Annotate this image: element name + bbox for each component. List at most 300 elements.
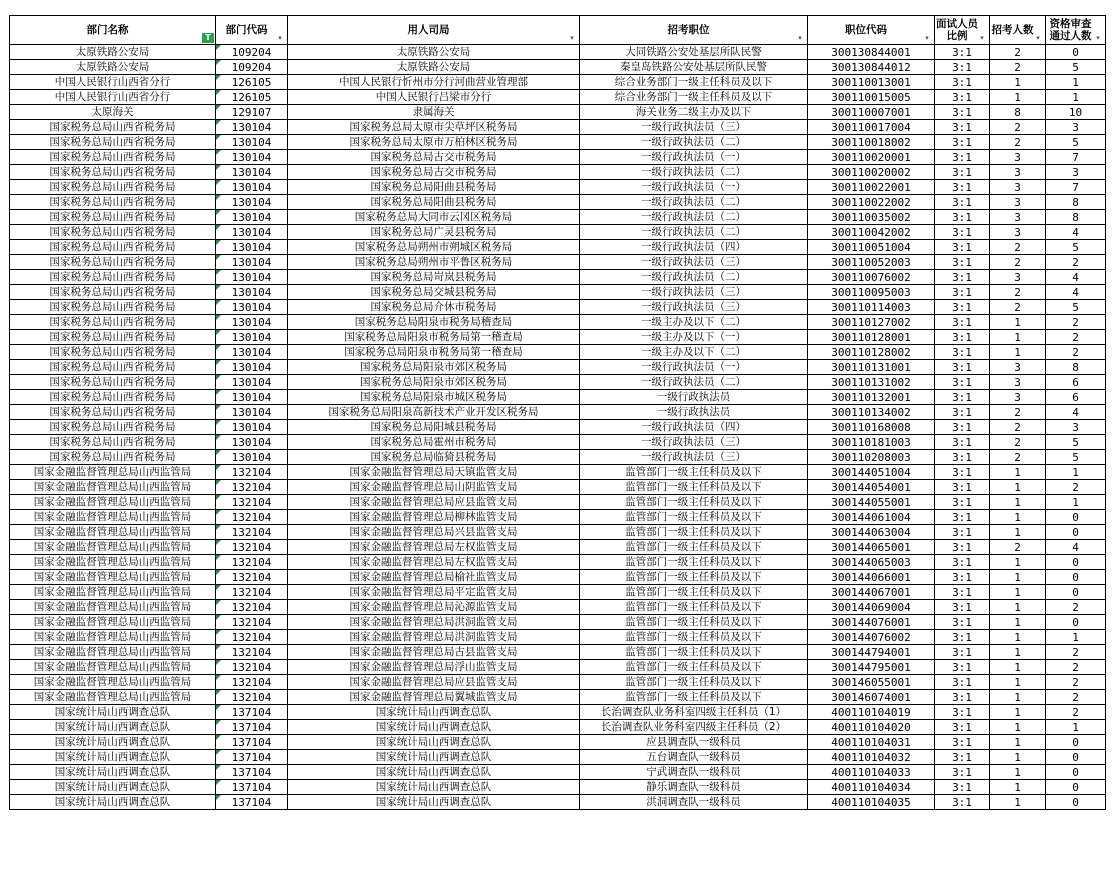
- cell-quota[interactable]: [990, 585, 1046, 600]
- cell-dept-code[interactable]: [216, 180, 288, 195]
- cell-dept-code[interactable]: [216, 360, 288, 375]
- cell-position-code[interactable]: [808, 465, 935, 480]
- cell-position-code[interactable]: [808, 795, 935, 810]
- cell-employer[interactable]: [288, 240, 580, 255]
- cell-ratio[interactable]: [935, 495, 990, 510]
- cell-quota[interactable]: [990, 420, 1046, 435]
- cell-quota[interactable]: [990, 720, 1046, 735]
- cell-passed[interactable]: [1046, 645, 1106, 660]
- cell-position[interactable]: [580, 375, 808, 390]
- cell-dept-code[interactable]: [216, 330, 288, 345]
- cell-employer[interactable]: [288, 465, 580, 480]
- cell-position[interactable]: [580, 510, 808, 525]
- cell-dept-name[interactable]: [10, 315, 216, 330]
- cell-position[interactable]: [580, 465, 808, 480]
- cell-quota[interactable]: [990, 675, 1046, 690]
- cell-position-code[interactable]: [808, 60, 935, 75]
- cell-employer[interactable]: [288, 270, 580, 285]
- cell-dept-code[interactable]: [216, 255, 288, 270]
- cell-position[interactable]: [580, 765, 808, 780]
- cell-position[interactable]: [580, 720, 808, 735]
- cell-employer[interactable]: [288, 105, 580, 120]
- cell-quota[interactable]: [990, 300, 1046, 315]
- cell-position-code[interactable]: [808, 420, 935, 435]
- cell-passed[interactable]: [1046, 570, 1106, 585]
- cell-ratio[interactable]: [935, 270, 990, 285]
- cell-passed[interactable]: [1046, 390, 1106, 405]
- cell-dept-code[interactable]: [216, 555, 288, 570]
- cell-dept-name[interactable]: [10, 675, 216, 690]
- cell-quota[interactable]: [990, 765, 1046, 780]
- cell-ratio[interactable]: [935, 135, 990, 150]
- cell-ratio[interactable]: [935, 690, 990, 705]
- cell-ratio[interactable]: [935, 60, 990, 75]
- cell-dept-name[interactable]: [10, 375, 216, 390]
- cell-dept-code[interactable]: [216, 225, 288, 240]
- cell-employer[interactable]: [288, 720, 580, 735]
- cell-position-code[interactable]: [808, 615, 935, 630]
- cell-ratio[interactable]: [935, 45, 990, 60]
- cell-quota[interactable]: [990, 795, 1046, 810]
- cell-dept-code[interactable]: [216, 450, 288, 465]
- cell-dept-name[interactable]: [10, 105, 216, 120]
- cell-employer[interactable]: [288, 375, 580, 390]
- cell-position-code[interactable]: [808, 75, 935, 90]
- cell-quota[interactable]: [990, 285, 1046, 300]
- cell-passed[interactable]: [1046, 315, 1106, 330]
- cell-position[interactable]: [580, 555, 808, 570]
- cell-passed[interactable]: [1046, 660, 1106, 675]
- cell-dept-name[interactable]: [10, 615, 216, 630]
- cell-position[interactable]: [580, 90, 808, 105]
- cell-quota[interactable]: [990, 270, 1046, 285]
- cell-passed[interactable]: [1046, 255, 1106, 270]
- cell-passed[interactable]: [1046, 765, 1106, 780]
- cell-ratio[interactable]: [935, 525, 990, 540]
- cell-position-code[interactable]: [808, 165, 935, 180]
- cell-dept-name[interactable]: [10, 90, 216, 105]
- cell-passed[interactable]: [1046, 375, 1106, 390]
- cell-ratio[interactable]: [935, 300, 990, 315]
- cell-position[interactable]: [580, 240, 808, 255]
- cell-quota[interactable]: [990, 255, 1046, 270]
- cell-ratio[interactable]: [935, 195, 990, 210]
- cell-dept-name[interactable]: [10, 75, 216, 90]
- cell-dept-code[interactable]: [216, 90, 288, 105]
- cell-dept-name[interactable]: [10, 780, 216, 795]
- cell-position-code[interactable]: [808, 735, 935, 750]
- cell-dept-name[interactable]: [10, 180, 216, 195]
- cell-position[interactable]: [580, 660, 808, 675]
- cell-passed[interactable]: [1046, 780, 1106, 795]
- cell-position[interactable]: [580, 345, 808, 360]
- cell-employer[interactable]: [288, 705, 580, 720]
- cell-passed[interactable]: [1046, 465, 1106, 480]
- cell-position-code[interactable]: [808, 330, 935, 345]
- cell-position-code[interactable]: [808, 450, 935, 465]
- cell-dept-name[interactable]: [10, 405, 216, 420]
- cell-position-code[interactable]: [808, 345, 935, 360]
- cell-ratio[interactable]: [935, 675, 990, 690]
- cell-quota[interactable]: [990, 735, 1046, 750]
- cell-position-code[interactable]: [808, 135, 935, 150]
- cell-position-code[interactable]: [808, 210, 935, 225]
- cell-ratio[interactable]: [935, 120, 990, 135]
- cell-position[interactable]: [580, 795, 808, 810]
- cell-employer[interactable]: [288, 735, 580, 750]
- cell-quota[interactable]: [990, 570, 1046, 585]
- cell-position[interactable]: [580, 255, 808, 270]
- cell-ratio[interactable]: [935, 465, 990, 480]
- cell-position[interactable]: [580, 735, 808, 750]
- cell-ratio[interactable]: [935, 75, 990, 90]
- cell-dept-name[interactable]: [10, 465, 216, 480]
- cell-employer[interactable]: [288, 75, 580, 90]
- cell-passed[interactable]: [1046, 120, 1106, 135]
- cell-position-code[interactable]: [808, 375, 935, 390]
- cell-quota[interactable]: [990, 135, 1046, 150]
- cell-employer[interactable]: [288, 150, 580, 165]
- cell-dept-code[interactable]: [216, 240, 288, 255]
- cell-passed[interactable]: [1046, 105, 1106, 120]
- cell-passed[interactable]: [1046, 360, 1106, 375]
- cell-position[interactable]: [580, 615, 808, 630]
- cell-employer[interactable]: [288, 330, 580, 345]
- cell-passed[interactable]: [1046, 495, 1106, 510]
- cell-position[interactable]: [580, 645, 808, 660]
- cell-passed[interactable]: [1046, 585, 1106, 600]
- cell-dept-code[interactable]: [216, 60, 288, 75]
- cell-position-code[interactable]: [808, 645, 935, 660]
- cell-passed[interactable]: [1046, 60, 1106, 75]
- cell-dept-name[interactable]: [10, 285, 216, 300]
- cell-employer[interactable]: [288, 60, 580, 75]
- cell-dept-name[interactable]: [10, 420, 216, 435]
- cell-ratio[interactable]: [935, 510, 990, 525]
- cell-ratio[interactable]: [935, 240, 990, 255]
- cell-dept-code[interactable]: [216, 720, 288, 735]
- cell-dept-name[interactable]: [10, 720, 216, 735]
- cell-employer[interactable]: [288, 570, 580, 585]
- cell-ratio[interactable]: [935, 450, 990, 465]
- cell-position[interactable]: [580, 120, 808, 135]
- cell-position[interactable]: [580, 405, 808, 420]
- cell-ratio[interactable]: [935, 360, 990, 375]
- cell-dept-code[interactable]: [216, 465, 288, 480]
- cell-position[interactable]: [580, 690, 808, 705]
- cell-dept-code[interactable]: [216, 435, 288, 450]
- cell-quota[interactable]: [990, 510, 1046, 525]
- cell-position-code[interactable]: [808, 750, 935, 765]
- cell-dept-code[interactable]: [216, 300, 288, 315]
- cell-position[interactable]: [580, 495, 808, 510]
- cell-passed[interactable]: [1046, 525, 1106, 540]
- cell-position[interactable]: [580, 315, 808, 330]
- cell-quota[interactable]: [990, 315, 1046, 330]
- cell-dept-name[interactable]: [10, 585, 216, 600]
- cell-passed[interactable]: [1046, 540, 1106, 555]
- cell-dept-code[interactable]: [216, 390, 288, 405]
- cell-employer[interactable]: [288, 285, 580, 300]
- cell-position[interactable]: [580, 195, 808, 210]
- cell-dept-code[interactable]: [216, 405, 288, 420]
- cell-dept-code[interactable]: [216, 645, 288, 660]
- cell-ratio[interactable]: [935, 540, 990, 555]
- cell-passed[interactable]: [1046, 750, 1106, 765]
- cell-quota[interactable]: [990, 210, 1046, 225]
- cell-quota[interactable]: [990, 240, 1046, 255]
- cell-passed[interactable]: [1046, 75, 1106, 90]
- cell-employer[interactable]: [288, 345, 580, 360]
- cell-ratio[interactable]: [935, 150, 990, 165]
- cell-dept-code[interactable]: [216, 315, 288, 330]
- cell-ratio[interactable]: [935, 315, 990, 330]
- cell-dept-code[interactable]: [216, 270, 288, 285]
- cell-position[interactable]: [580, 540, 808, 555]
- cell-employer[interactable]: [288, 210, 580, 225]
- cell-passed[interactable]: [1046, 795, 1106, 810]
- cell-quota[interactable]: [990, 225, 1046, 240]
- cell-position-code[interactable]: [808, 495, 935, 510]
- cell-passed[interactable]: [1046, 630, 1106, 645]
- cell-dept-code[interactable]: [216, 615, 288, 630]
- cell-position[interactable]: [580, 585, 808, 600]
- cell-employer[interactable]: [288, 195, 580, 210]
- cell-passed[interactable]: [1046, 405, 1106, 420]
- filter-dropdown-icon[interactable]: ▾: [570, 34, 574, 42]
- cell-ratio[interactable]: [935, 180, 990, 195]
- cell-position-code[interactable]: [808, 480, 935, 495]
- cell-position[interactable]: [580, 165, 808, 180]
- cell-ratio[interactable]: [935, 405, 990, 420]
- cell-quota[interactable]: [990, 405, 1046, 420]
- cell-quota[interactable]: [990, 195, 1046, 210]
- cell-employer[interactable]: [288, 45, 580, 60]
- cell-position[interactable]: [580, 630, 808, 645]
- cell-dept-name[interactable]: [10, 165, 216, 180]
- cell-dept-name[interactable]: [10, 555, 216, 570]
- filter-dropdown-icon[interactable]: ▾: [1096, 34, 1100, 42]
- cell-ratio[interactable]: [935, 765, 990, 780]
- cell-position-code[interactable]: [808, 255, 935, 270]
- cell-passed[interactable]: [1046, 600, 1106, 615]
- cell-position[interactable]: [580, 150, 808, 165]
- cell-position[interactable]: [580, 450, 808, 465]
- cell-position-code[interactable]: [808, 300, 935, 315]
- cell-dept-code[interactable]: [216, 540, 288, 555]
- cell-ratio[interactable]: [935, 795, 990, 810]
- cell-employer[interactable]: [288, 255, 580, 270]
- cell-passed[interactable]: [1046, 270, 1106, 285]
- cell-ratio[interactable]: [935, 225, 990, 240]
- cell-position[interactable]: [580, 300, 808, 315]
- cell-employer[interactable]: [288, 780, 580, 795]
- cell-employer[interactable]: [288, 765, 580, 780]
- cell-position[interactable]: [580, 105, 808, 120]
- filter-dropdown-icon[interactable]: ▾: [980, 34, 984, 42]
- cell-quota[interactable]: [990, 390, 1046, 405]
- cell-ratio[interactable]: [935, 570, 990, 585]
- cell-position[interactable]: [580, 600, 808, 615]
- cell-ratio[interactable]: [935, 780, 990, 795]
- cell-ratio[interactable]: [935, 735, 990, 750]
- cell-passed[interactable]: [1046, 240, 1106, 255]
- cell-ratio[interactable]: [935, 705, 990, 720]
- cell-passed[interactable]: [1046, 720, 1106, 735]
- cell-dept-name[interactable]: [10, 510, 216, 525]
- cell-dept-name[interactable]: [10, 750, 216, 765]
- cell-quota[interactable]: [990, 600, 1046, 615]
- cell-position-code[interactable]: [808, 315, 935, 330]
- cell-dept-code[interactable]: [216, 105, 288, 120]
- cell-employer[interactable]: [288, 555, 580, 570]
- cell-quota[interactable]: [990, 105, 1046, 120]
- cell-dept-code[interactable]: [216, 705, 288, 720]
- cell-quota[interactable]: [990, 90, 1046, 105]
- cell-dept-name[interactable]: [10, 525, 216, 540]
- cell-dept-name[interactable]: [10, 150, 216, 165]
- cell-ratio[interactable]: [935, 480, 990, 495]
- cell-dept-code[interactable]: [216, 570, 288, 585]
- cell-position[interactable]: [580, 285, 808, 300]
- cell-position-code[interactable]: [808, 780, 935, 795]
- cell-quota[interactable]: [990, 495, 1046, 510]
- cell-employer[interactable]: [288, 795, 580, 810]
- cell-passed[interactable]: [1046, 510, 1106, 525]
- cell-dept-name[interactable]: [10, 435, 216, 450]
- cell-dept-code[interactable]: [216, 780, 288, 795]
- cell-employer[interactable]: [288, 630, 580, 645]
- cell-dept-name[interactable]: [10, 480, 216, 495]
- cell-dept-name[interactable]: [10, 330, 216, 345]
- cell-employer[interactable]: [288, 360, 580, 375]
- cell-passed[interactable]: [1046, 675, 1106, 690]
- cell-employer[interactable]: [288, 90, 580, 105]
- cell-position-code[interactable]: [808, 90, 935, 105]
- cell-dept-code[interactable]: [216, 600, 288, 615]
- cell-passed[interactable]: [1046, 210, 1106, 225]
- cell-dept-name[interactable]: [10, 690, 216, 705]
- cell-ratio[interactable]: [935, 435, 990, 450]
- cell-dept-name[interactable]: [10, 360, 216, 375]
- cell-position-code[interactable]: [808, 405, 935, 420]
- cell-quota[interactable]: [990, 345, 1046, 360]
- cell-dept-code[interactable]: [216, 210, 288, 225]
- cell-dept-code[interactable]: [216, 45, 288, 60]
- cell-position[interactable]: [580, 705, 808, 720]
- cell-position[interactable]: [580, 180, 808, 195]
- cell-position-code[interactable]: [808, 585, 935, 600]
- filter-dropdown-icon[interactable]: ▾: [798, 34, 802, 42]
- cell-dept-code[interactable]: [216, 135, 288, 150]
- cell-passed[interactable]: [1046, 480, 1106, 495]
- cell-dept-name[interactable]: [10, 450, 216, 465]
- cell-ratio[interactable]: [935, 720, 990, 735]
- cell-dept-name[interactable]: [10, 135, 216, 150]
- cell-dept-name[interactable]: [10, 210, 216, 225]
- cell-position[interactable]: [580, 570, 808, 585]
- cell-dept-name[interactable]: [10, 225, 216, 240]
- cell-dept-name[interactable]: [10, 300, 216, 315]
- cell-quota[interactable]: [990, 555, 1046, 570]
- cell-passed[interactable]: [1046, 285, 1106, 300]
- cell-dept-name[interactable]: [10, 645, 216, 660]
- cell-position[interactable]: [580, 390, 808, 405]
- cell-position[interactable]: [580, 330, 808, 345]
- cell-ratio[interactable]: [935, 105, 990, 120]
- cell-quota[interactable]: [990, 630, 1046, 645]
- cell-quota[interactable]: [990, 180, 1046, 195]
- cell-dept-code[interactable]: [216, 795, 288, 810]
- cell-position[interactable]: [580, 45, 808, 60]
- cell-quota[interactable]: [990, 120, 1046, 135]
- cell-employer[interactable]: [288, 135, 580, 150]
- cell-passed[interactable]: [1046, 735, 1106, 750]
- cell-passed[interactable]: [1046, 705, 1106, 720]
- cell-dept-name[interactable]: [10, 390, 216, 405]
- cell-ratio[interactable]: [935, 210, 990, 225]
- cell-dept-code[interactable]: [216, 165, 288, 180]
- cell-position-code[interactable]: [808, 705, 935, 720]
- cell-employer[interactable]: [288, 420, 580, 435]
- cell-employer[interactable]: [288, 525, 580, 540]
- cell-employer[interactable]: [288, 165, 580, 180]
- cell-passed[interactable]: [1046, 690, 1106, 705]
- cell-quota[interactable]: [990, 645, 1046, 660]
- cell-quota[interactable]: [990, 45, 1046, 60]
- cell-position-code[interactable]: [808, 225, 935, 240]
- cell-quota[interactable]: [990, 750, 1046, 765]
- cell-ratio[interactable]: [935, 615, 990, 630]
- cell-employer[interactable]: [288, 615, 580, 630]
- cell-quota[interactable]: [990, 60, 1046, 75]
- cell-ratio[interactable]: [935, 285, 990, 300]
- cell-employer[interactable]: [288, 645, 580, 660]
- cell-passed[interactable]: [1046, 555, 1106, 570]
- cell-employer[interactable]: [288, 750, 580, 765]
- cell-employer[interactable]: [288, 540, 580, 555]
- cell-ratio[interactable]: [935, 420, 990, 435]
- cell-ratio[interactable]: [935, 375, 990, 390]
- cell-dept-name[interactable]: [10, 345, 216, 360]
- cell-passed[interactable]: [1046, 150, 1106, 165]
- cell-employer[interactable]: [288, 660, 580, 675]
- cell-position-code[interactable]: [808, 150, 935, 165]
- cell-dept-name[interactable]: [10, 120, 216, 135]
- cell-employer[interactable]: [288, 600, 580, 615]
- cell-employer[interactable]: [288, 675, 580, 690]
- cell-employer[interactable]: [288, 480, 580, 495]
- cell-dept-name[interactable]: [10, 240, 216, 255]
- cell-employer[interactable]: [288, 495, 580, 510]
- cell-dept-code[interactable]: [216, 765, 288, 780]
- cell-dept-name[interactable]: [10, 570, 216, 585]
- cell-quota[interactable]: [990, 360, 1046, 375]
- cell-quota[interactable]: [990, 480, 1046, 495]
- cell-passed[interactable]: [1046, 330, 1106, 345]
- cell-passed[interactable]: [1046, 90, 1106, 105]
- cell-dept-name[interactable]: [10, 765, 216, 780]
- cell-ratio[interactable]: [935, 555, 990, 570]
- cell-dept-code[interactable]: [216, 510, 288, 525]
- cell-passed[interactable]: [1046, 180, 1106, 195]
- cell-dept-name[interactable]: [10, 600, 216, 615]
- cell-dept-code[interactable]: [216, 480, 288, 495]
- cell-dept-code[interactable]: [216, 675, 288, 690]
- cell-passed[interactable]: [1046, 345, 1106, 360]
- cell-ratio[interactable]: [935, 90, 990, 105]
- cell-position[interactable]: [580, 525, 808, 540]
